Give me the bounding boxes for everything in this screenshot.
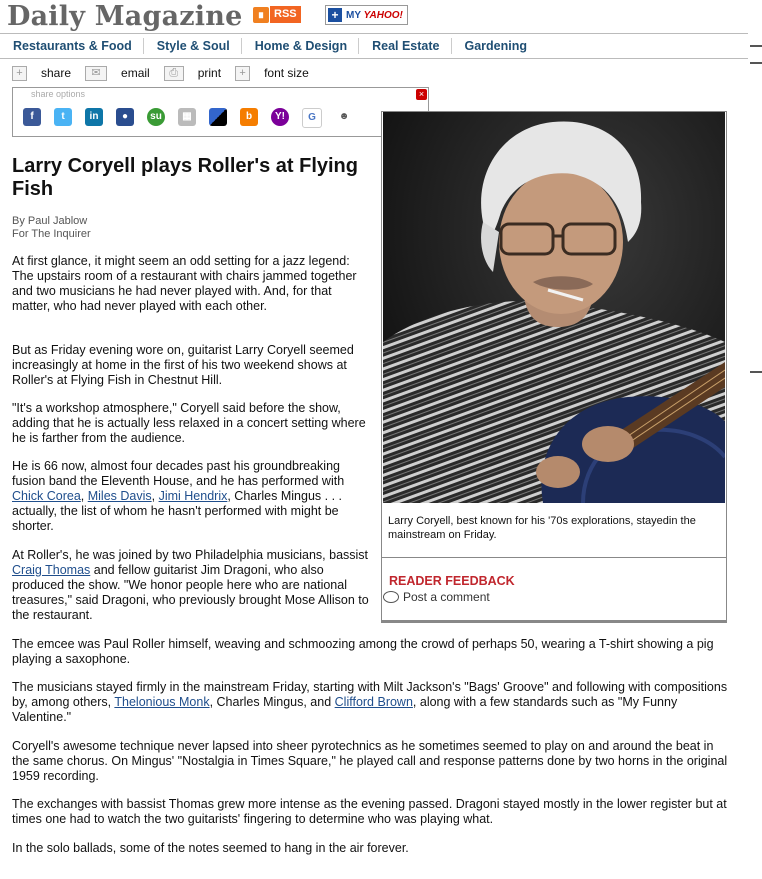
print-button[interactable] xyxy=(164,66,221,81)
font-size-label: font size xyxy=(264,66,309,80)
reader-feedback-heading: READER FEEDBACK xyxy=(389,574,515,588)
share-options-title: share options xyxy=(31,89,86,99)
printer-icon: ⎙ xyxy=(164,66,184,81)
twitter-icon[interactable]: t xyxy=(54,108,72,126)
linkedin-icon[interactable]: in xyxy=(85,108,103,126)
rss-button[interactable] xyxy=(253,6,301,23)
my-yahoo-button[interactable] xyxy=(325,5,408,25)
paragraph-7: The musicians stayed firmly in the mainstream Friday, starting with Milt Jackson's "Bags' Groove" and following with compositions by, among others, Thelonious Monk, Charles Mingus, and Clifford Brown, along with a few standards such as "My Funny Valentine." xyxy=(12,680,728,724)
share-label: share xyxy=(41,66,72,80)
article-title: Larry Coryell plays Roller's at Flying Fish xyxy=(12,155,358,200)
link-miles-davis[interactable]: Miles Davis xyxy=(87,489,152,503)
link-craig-thomas[interactable]: Craig Thomas xyxy=(12,563,91,577)
paragraph-9: The exchanges with bassist Thomas grew more intense as the evening passed. Dragoni stayed mostly in the lower register but at times one had to watch the two guitarists' fingering to determine who was playing what. xyxy=(12,797,727,826)
nav-item-real-estate[interactable]: Real Estate xyxy=(359,38,451,54)
google-icon[interactable]: G xyxy=(302,108,322,128)
post-comment-label: Post a comment xyxy=(403,590,490,604)
rss-label: RSS xyxy=(270,6,301,23)
edge-marker xyxy=(750,371,762,373)
paragraph-3: "It's a workshop atmosphere," Coryell said before the show, adding that he is actually less relaxed in a concert setting where he is farther from the audience. xyxy=(12,401,366,445)
facebook-icon[interactable]: f xyxy=(23,108,41,126)
byline xyxy=(12,215,91,240)
paragraph-2: But as Friday evening wore on, guitarist Larry Coryell seemed increasingly at home in the first of his two weekend shows at Roller's at Flying Fish in Chestnut Hill. xyxy=(12,343,354,387)
paragraph-4: He is 66 now, almost four decades past his groundbreaking fusion band the Eleventh House, and he has performed with Chick Corea, Miles Davis, Jimi Hendrix, Charles Mingus . . . actually, the list of whom he hasn't performed with might be shorter. xyxy=(12,459,345,533)
share-icon-row xyxy=(23,108,366,128)
caption-divider xyxy=(382,557,726,558)
link-clifford-brown[interactable]: Clifford Brown xyxy=(334,695,413,709)
edge-marker xyxy=(750,45,762,47)
page-edge-markers xyxy=(748,0,762,400)
delicious-icon[interactable]: ▦ xyxy=(178,108,196,126)
photo-sidebar xyxy=(381,111,727,623)
paragraph-8: Coryell's awesome technique never lapsed into sheer pyrotechnics as he sometimes seemed to play on and around the beat in the same chorus. On Mingus' "Nostalgia in Times Square," he played call and response patterns done by two horns in the original 1959 recording. xyxy=(12,739,728,783)
my-yahoo-label: MY YAHOO! xyxy=(346,9,403,21)
plus-icon: + xyxy=(235,66,250,81)
plus-icon: + xyxy=(328,8,342,22)
speech-bubble-icon xyxy=(383,591,399,603)
link-jimi-hendrix[interactable]: Jimi Hendrix xyxy=(158,489,228,503)
photo-caption: Larry Coryell, best known for his '70s explorations, stayedin the mainstream on Friday. xyxy=(388,515,696,541)
share-options-panel xyxy=(12,87,429,137)
byline-publication: For The Inquirer xyxy=(12,227,91,240)
article-toolbar xyxy=(12,64,323,82)
email-label: email xyxy=(121,66,150,80)
yahoo-buzz-icon[interactable]: Y! xyxy=(271,108,289,126)
close-icon[interactable]: × xyxy=(416,89,427,100)
paragraph-1: At first glance, it might seem an odd setting for a jazz legend: The upstairs room of a restaurant with chairs jammed together and two musicians he had never played with. And, for that matter, who had never played with each other. xyxy=(12,254,357,313)
section-nav xyxy=(0,33,748,59)
myspace-icon[interactable]: ● xyxy=(116,108,134,126)
photo-illustration xyxy=(383,112,725,503)
email-button[interactable] xyxy=(85,66,150,81)
site-header xyxy=(7,0,747,32)
reddit-icon[interactable]: ☻ xyxy=(335,108,353,126)
paragraph-10: In the solo ballads, some of the notes seemed to hang in the air forever. xyxy=(12,841,409,855)
font-size-button[interactable] xyxy=(235,66,309,81)
nav-item-home-design[interactable]: Home & Design xyxy=(242,38,359,54)
article-photo[interactable] xyxy=(383,112,725,503)
digg-icon[interactable] xyxy=(209,108,227,126)
rss-icon: ∎ xyxy=(253,7,269,23)
link-thelonious-monk[interactable]: Thelonious Monk xyxy=(114,695,210,709)
stumbleupon-icon[interactable]: su xyxy=(147,108,165,126)
site-logo[interactable]: Daily Magazine xyxy=(7,1,243,32)
paragraph-6: The emcee was Paul Roller himself, weaving and schmoozing among the crowd of perhaps 50, wearing a T-shirt showing a pig playing a saxophone. xyxy=(12,637,714,666)
edge-marker xyxy=(750,62,762,64)
blogger-icon[interactable]: b xyxy=(240,108,258,126)
paragraph-5: At Roller's, he was joined by two Philadelphia musicians, bassist Craig Thomas and fellow guitarist Jim Dragoni, who also produced the show. "We honor people here who are national treasures," said Dragoni, who previously brought Mose Allison to the restaurant. xyxy=(12,548,369,622)
nav-item-gardening[interactable]: Gardening xyxy=(464,39,528,53)
post-comment-link[interactable] xyxy=(383,590,490,604)
nav-item-style-soul[interactable]: Style & Soul xyxy=(144,38,242,54)
share-button[interactable] xyxy=(12,66,71,81)
link-chick-corea[interactable]: Chick Corea xyxy=(12,489,81,503)
print-label: print xyxy=(197,66,222,80)
share-icon: + xyxy=(12,66,27,81)
nav-item-restaurants-food[interactable]: Restaurants & Food xyxy=(0,38,144,54)
byline-author: By Paul Jablow xyxy=(12,215,88,227)
email-icon: ✉ xyxy=(85,66,107,81)
